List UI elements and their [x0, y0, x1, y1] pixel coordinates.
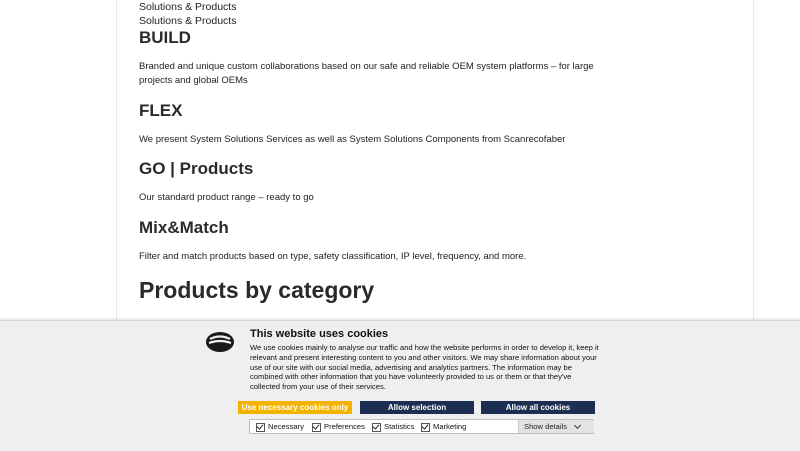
section-title-mix-match[interactable]: Mix&Match	[139, 218, 229, 237]
section-text-build: Branded and unique custom collaborations based on our safe and reliable OEM system platforms – for large projects and global OEMs	[139, 61, 594, 86]
pref-preferences[interactable]	[312, 422, 365, 432]
section-title-go-products[interactable]: GO | Products	[139, 159, 254, 178]
show-details-label: Show details	[524, 422, 568, 431]
cookie-preferences-bar	[249, 419, 594, 434]
pref-label: Statistics	[384, 422, 415, 431]
section-title-build[interactable]: BUILD	[139, 28, 191, 47]
section-text-mix-match: Filter and match products based on type, safety classification, IP level, frequency, and more.	[139, 251, 527, 262]
pref-necessary[interactable]	[256, 422, 304, 432]
pref-label: Preferences	[324, 422, 365, 431]
necessary-cookies-button[interactable]: Use necessary cookies only	[238, 401, 352, 414]
breadcrumb-item[interactable]: Solutions & Products	[139, 15, 237, 27]
section-title-flex[interactable]: FLEX	[139, 101, 183, 120]
pref-label: Necessary	[268, 422, 304, 431]
pref-marketing[interactable]	[421, 422, 466, 432]
checkbox-checked-icon[interactable]	[312, 423, 321, 432]
cookiebot-logo-icon	[205, 331, 235, 353]
section-text-flex: We present System Solutions Services as well as System Solutions Components from Scanrecofaber	[139, 134, 566, 145]
allow-selection-button[interactable]: Allow selection	[360, 401, 474, 414]
checkbox-checked-icon[interactable]	[256, 423, 265, 432]
breadcrumb-item[interactable]: Solutions & Products	[139, 1, 237, 13]
pref-label: Marketing	[433, 422, 467, 431]
cookie-description: We use cookies mainly to analyse our traffic and how the website performs in order to develop it, keep it relevant and present interesting content to you and other visitors. We may share information about your use of our site with our social media, advertising and analytics partners. The information may be combined with other information that you have volunteerly provided to us or them or that they've collected from your use of their services.	[250, 343, 599, 392]
show-details-button[interactable]	[518, 420, 594, 433]
checkbox-checked-icon[interactable]	[372, 423, 381, 432]
products-by-category-heading: Products by category	[139, 277, 375, 303]
section-text-go-products: Our standard product range – ready to go	[139, 192, 314, 203]
chevron-down-icon	[574, 422, 581, 429]
cookie-title: This website uses cookies	[250, 328, 389, 340]
pref-statistics[interactable]	[372, 422, 414, 432]
checkbox-checked-icon[interactable]	[421, 423, 430, 432]
allow-all-cookies-button[interactable]: Allow all cookies	[481, 401, 595, 414]
